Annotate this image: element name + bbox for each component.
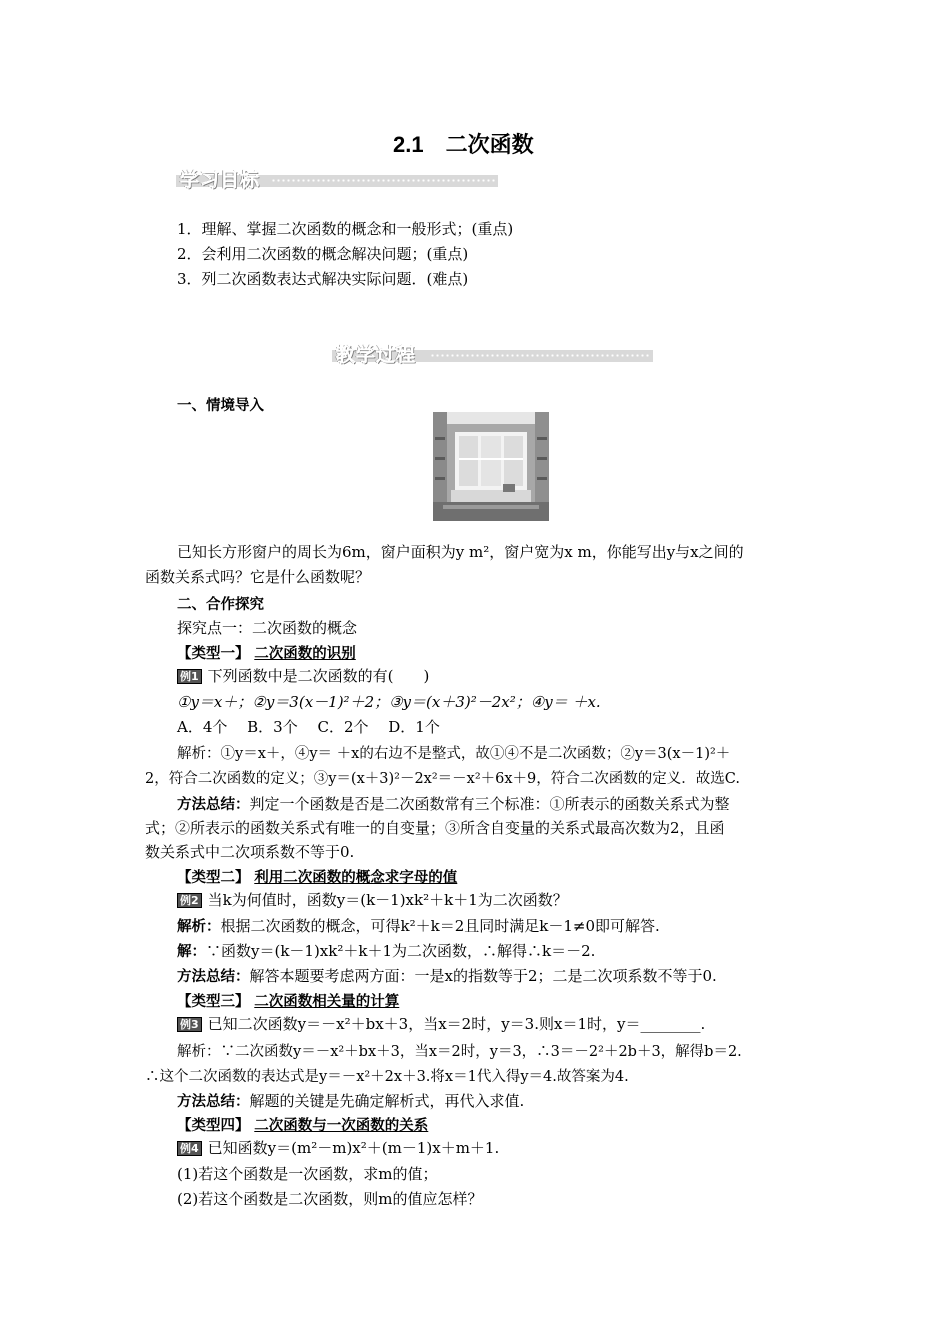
question-text: 下列函数中是二次函数的有( ) (207, 667, 430, 685)
summary-label: 方法总结： (177, 969, 250, 985)
analysis-line: ∴这个二次函数的表达式是y＝－x²＋2x＋3.将x＝1代入得y＝4.故答案为4. (145, 1069, 629, 1085)
summary-line (177, 793, 730, 814)
options-line: ①y＝x＋；②y＝3(x－1)²＋2；③y＝(x＋3)²－2x²；④y＝ ＋x. (177, 693, 601, 711)
objective-item: 1．理解、掌握二次函数的概念和一般形式；(重点) (177, 220, 514, 238)
type-heading (177, 642, 356, 663)
example-badge: 例4 (177, 1141, 202, 1156)
question-text: 当k为何值时，函数y＝(k－1)xk²＋k＋1为二次函数？ (207, 891, 568, 909)
type-title: 二次函数与一次函数的关系 (254, 1118, 429, 1134)
example-question (177, 1137, 499, 1158)
summary-label: 方法总结： (177, 1094, 250, 1110)
summary-text: 解题的关键是先确定解析式，再代入求值. (249, 1092, 525, 1110)
objectives-banner-label: 学习目标 (180, 169, 261, 191)
question-text: 已知函数y＝(m²－m)x²＋(m－1)x＋m＋1. (207, 1139, 500, 1157)
intro-text-line: 函数关系式吗？它是什么函数呢？ (145, 568, 371, 586)
solution-text: ∵函数y＝(k－1)xk²＋k＋1为二次函数，∴解得∴k＝－2. (206, 942, 596, 960)
analysis-line: 2，符合二次函数的定义；③y＝(x＋3)²－2x²＝－x²＋6x＋9，符合二次函数的定义．故选C. (145, 771, 740, 787)
type-heading (177, 990, 399, 1011)
type-label: 【类型一】 (177, 646, 250, 662)
type-label: 【类型二】 (177, 870, 250, 886)
type-heading (177, 866, 457, 887)
example-badge: 例2 (177, 893, 202, 908)
summary-text: 解答本题要考虑两方面：一是x的指数等于2；二是二次项系数不等于0. (249, 967, 717, 985)
process-banner (332, 340, 653, 366)
explore-point: 探究点一：二次函数的概念 (177, 619, 358, 637)
objective-item: 3．列二次函数表达式解决实际问题．(难点) (177, 270, 469, 288)
process-banner-label: 教学过程 (336, 344, 417, 366)
summary-line (177, 1090, 524, 1111)
solution-label: 解： (177, 944, 206, 960)
type-label: 【类型三】 (177, 994, 250, 1010)
example-badge: 例3 (177, 1017, 202, 1032)
solution-line (177, 940, 595, 961)
summary-text: 判定一个函数是否是二次函数常有三个标准：①所表示的函数关系式为整 (249, 795, 730, 813)
example-question (177, 665, 429, 686)
analysis-text: 根据二次函数的概念，可得k²＋k＝2且同时满足k－1≠0即可解答. (220, 917, 660, 935)
type-title: 二次函数的识别 (254, 646, 356, 662)
summary-label: 方法总结： (177, 797, 250, 813)
analysis-line: 解析：∵二次函数y＝－x²＋bx＋3，当x＝2时，y＝3，∴3＝－2²＋2b＋3，解得b＝2. (177, 1044, 742, 1060)
sub-question: (1)若这个函数是一次函数，求m的值； (177, 1165, 438, 1183)
section-heading: 二、合作探究 (177, 597, 264, 613)
example-badge: 例1 (177, 669, 202, 684)
window-room-photo (433, 412, 549, 521)
type-title: 利用二次函数的概念求字母的值 (254, 870, 458, 886)
analysis-line: 解析：①y＝x＋，④y＝ ＋x的右边不是整式，故①④不是二次函数；②y＝3(x－1)²＋ (177, 746, 731, 762)
window-room-illustration (433, 412, 549, 521)
page-title: 2.1 二次函数 (393, 132, 534, 157)
type-title: 二次函数相关量的计算 (254, 994, 400, 1010)
analysis-line (177, 915, 660, 936)
example-question (177, 1013, 705, 1034)
example-question (177, 889, 568, 910)
question-text: 已知二次函数y＝－x²＋bx＋3，当x＝2时，y＝3.则x＝1时，y＝________. (207, 1015, 706, 1033)
section-heading: 一、情境导入 (177, 398, 264, 414)
objectives-banner (176, 165, 498, 191)
type-label: 【类型四】 (177, 1118, 250, 1134)
intro-text-line: 已知长方形窗户的周长为6m，窗户面积为y m²，窗户宽为x m，你能写出y与x之间的 (177, 543, 744, 561)
objective-item: 2．会利用二次函数的概念解决问题；(重点) (177, 245, 469, 263)
summary-line: 数关系式中二次项系数不等于0. (145, 843, 355, 861)
answer-choices: A．4个 B．3个 C．2个 D．1个 (177, 718, 440, 736)
sub-question: (2)若这个函数是二次函数，则m的值应怎样？ (177, 1190, 483, 1208)
type-heading (177, 1114, 428, 1135)
summary-line: 式；②所表示的函数关系式有唯一的自变量；③所含自变量的关系式最高次数为2，且函 (145, 819, 725, 837)
summary-line (177, 965, 717, 986)
analysis-label: 解析： (177, 919, 221, 935)
